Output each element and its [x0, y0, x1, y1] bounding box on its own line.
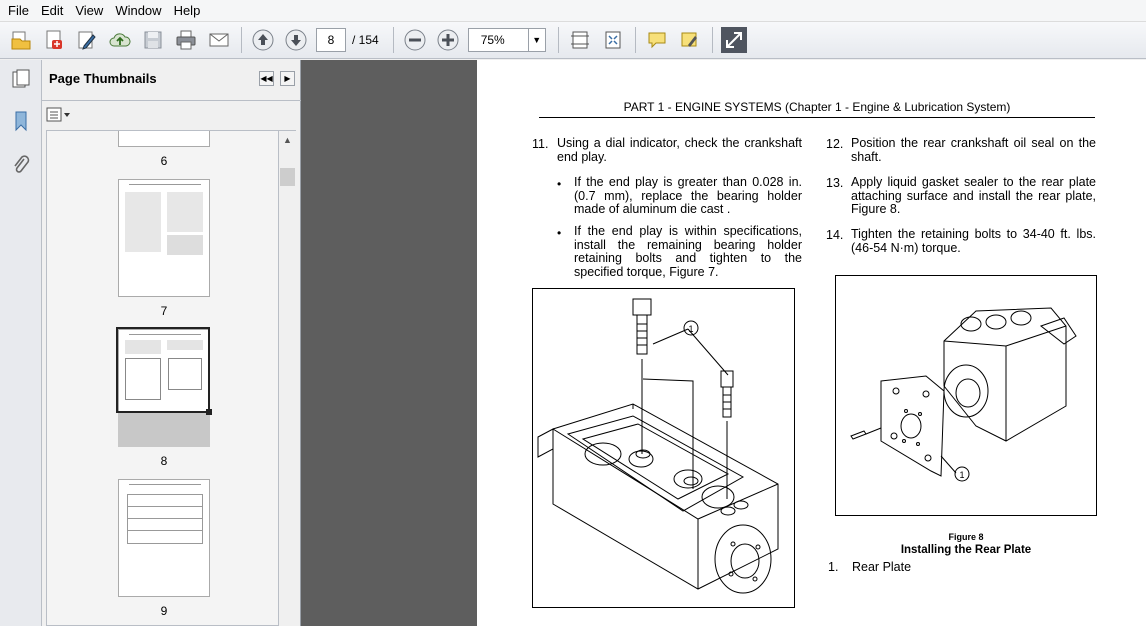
step-14-text: Tighten the retaining bolts to 34-40 ft. lbs. (46-54 N·m) torque. — [851, 227, 1096, 255]
thumbnail-label: 7 — [160, 304, 168, 318]
panel-header — [42, 60, 301, 100]
double-chevron-left-icon: ◀◀ — [260, 74, 273, 83]
zoom-out-button[interactable] — [402, 27, 428, 53]
arrow-up-circle-icon — [251, 28, 275, 52]
thumbnail-list — [46, 130, 279, 626]
selection-resize-handle[interactable] — [206, 409, 212, 415]
step-13-text: Apply liquid gasket sealer to the rear plate attaching surface and install the rear plate, Figure 8. — [851, 175, 1096, 217]
save-disk-icon — [142, 29, 164, 51]
page-running-header: PART 1 - ENGINE SYSTEMS (Chapter 1 - Engine & Lubrication System) — [623, 100, 1011, 114]
bullet-1-text: If the end play is greater than 0.028 in. (0.7 mm), replace the bearing holder made of aluminum die cast . — [574, 175, 802, 217]
legend-number: 1. — [828, 560, 839, 574]
zoom-level-input[interactable]: 75% — [468, 28, 528, 52]
collapse-panel-button[interactable] — [259, 71, 274, 86]
open-file-button[interactable] — [8, 27, 34, 53]
step-12-text: Position the rear crankshaft oil seal on the shaft. — [851, 136, 1096, 164]
zoom-dropdown-button[interactable] — [528, 28, 546, 52]
toolbar-separator — [558, 27, 559, 53]
figure-8-label: Figure 8 — [948, 532, 984, 542]
scroll-up-arrow-icon[interactable]: ▲ — [283, 134, 292, 145]
step-number: 12. — [826, 137, 844, 151]
edit-document-icon — [76, 29, 98, 51]
bullet-2-text: If the end play is within specifications, install the remaining bearing holder retaining bolts and tighten to the specified torque, Figure 7. — [574, 224, 802, 279]
menu-file[interactable]: File — [8, 3, 29, 18]
figure-8-title: Installing the Rear Plate — [900, 544, 1032, 556]
step-number: 13. — [826, 176, 844, 190]
highlighter-icon — [679, 29, 701, 51]
page-number-input[interactable]: 8 — [316, 28, 346, 52]
print-button[interactable] — [173, 27, 199, 53]
panel-divider — [42, 100, 301, 101]
figure-8-illustration — [835, 275, 1097, 516]
next-page-button[interactable] — [283, 27, 309, 53]
cloud-upload-button[interactable] — [107, 27, 133, 53]
figure-7-illustration — [532, 288, 795, 608]
toolbar — [0, 21, 1146, 59]
scrollbar-thumb[interactable] — [280, 168, 295, 186]
create-pdf-icon — [43, 29, 65, 51]
step-number: 14. — [826, 228, 844, 242]
toolbar-separator — [241, 27, 242, 53]
thumbnail-label: 8 — [160, 454, 168, 468]
thumbnail-scroll-overlay — [118, 413, 210, 447]
plus-circle-icon — [436, 28, 460, 52]
bullet-marker: • — [557, 177, 562, 191]
document-view — [306, 60, 1146, 626]
legend-text: Rear Plate — [852, 560, 912, 574]
navigation-pane-strip — [0, 60, 42, 626]
rear-plate-drawing — [836, 276, 1096, 515]
menu-view[interactable]: View — [75, 3, 104, 18]
paperclip-icon — [10, 154, 32, 176]
zoom-in-button[interactable] — [435, 27, 461, 53]
figure-7-callout: 1 — [688, 324, 694, 334]
step-number: 11. — [532, 137, 549, 151]
thumbnail-page-7[interactable] — [118, 179, 210, 297]
thumbnail-scrollbar[interactable] — [279, 130, 296, 626]
printer-icon — [175, 29, 197, 51]
page-thumbnails-nav-button[interactable] — [8, 66, 34, 92]
speech-bubble-icon — [646, 29, 668, 51]
toolbar-separator — [393, 27, 394, 53]
thumbnail-selection-frame[interactable] — [116, 327, 210, 413]
expand-arrows-icon — [723, 29, 745, 51]
thumbnail-label: 6 — [160, 154, 168, 168]
fit-page-icon — [602, 29, 624, 51]
menu-edit[interactable]: Edit — [40, 3, 64, 18]
envelope-icon — [208, 29, 230, 51]
fit-window-button[interactable] — [600, 27, 626, 53]
thumbnail-options-button[interactable] — [46, 106, 72, 124]
open-folder-icon — [10, 29, 32, 51]
page-total: / 154 — [352, 33, 379, 47]
toolbar-separator — [712, 27, 713, 53]
edit-pdf-button[interactable] — [74, 27, 100, 53]
menu-bar — [0, 0, 1146, 21]
email-button[interactable] — [206, 27, 232, 53]
full-screen-button[interactable] — [721, 27, 747, 53]
bearing-holder-drawing — [533, 289, 794, 607]
attachments-nav-button[interactable] — [8, 152, 34, 178]
options-list-icon — [46, 107, 72, 123]
thumbnail-page-9[interactable] — [118, 479, 210, 597]
bookmark-icon — [10, 110, 32, 132]
create-pdf-button[interactable] — [41, 27, 67, 53]
thumbnails-panel — [42, 60, 301, 626]
step-11-text: Using a dial indicator, check the crankshaft end play. — [557, 136, 802, 164]
pdf-page — [477, 60, 1146, 626]
fit-page-button[interactable] — [567, 27, 593, 53]
chevron-down-icon: ▼ — [532, 35, 542, 45]
highlight-button[interactable] — [677, 27, 703, 53]
fit-width-icon — [569, 29, 591, 51]
menu-help[interactable]: Help — [173, 3, 201, 18]
arrow-down-circle-icon — [284, 28, 308, 52]
bookmarks-nav-button[interactable] — [8, 108, 34, 134]
thumbnail-label: 9 — [160, 604, 168, 618]
panel-title: Page Thumbnails — [49, 71, 157, 86]
previous-page-button[interactable] — [250, 27, 276, 53]
header-rule — [539, 117, 1095, 118]
menu-window[interactable]: Window — [115, 3, 162, 18]
bullet-marker: • — [557, 226, 562, 240]
pages-icon — [10, 68, 32, 90]
thumbnail-page-6[interactable] — [118, 130, 210, 147]
expand-panel-button[interactable] — [280, 71, 295, 86]
save-button[interactable] — [140, 27, 166, 53]
minus-circle-icon — [403, 28, 427, 52]
cloud-upload-icon — [109, 29, 131, 51]
toolbar-separator — [635, 27, 636, 53]
comment-button[interactable] — [644, 27, 670, 53]
chevron-right-icon: ▶ — [284, 74, 291, 83]
figure-8-callout: 1 — [959, 470, 965, 480]
